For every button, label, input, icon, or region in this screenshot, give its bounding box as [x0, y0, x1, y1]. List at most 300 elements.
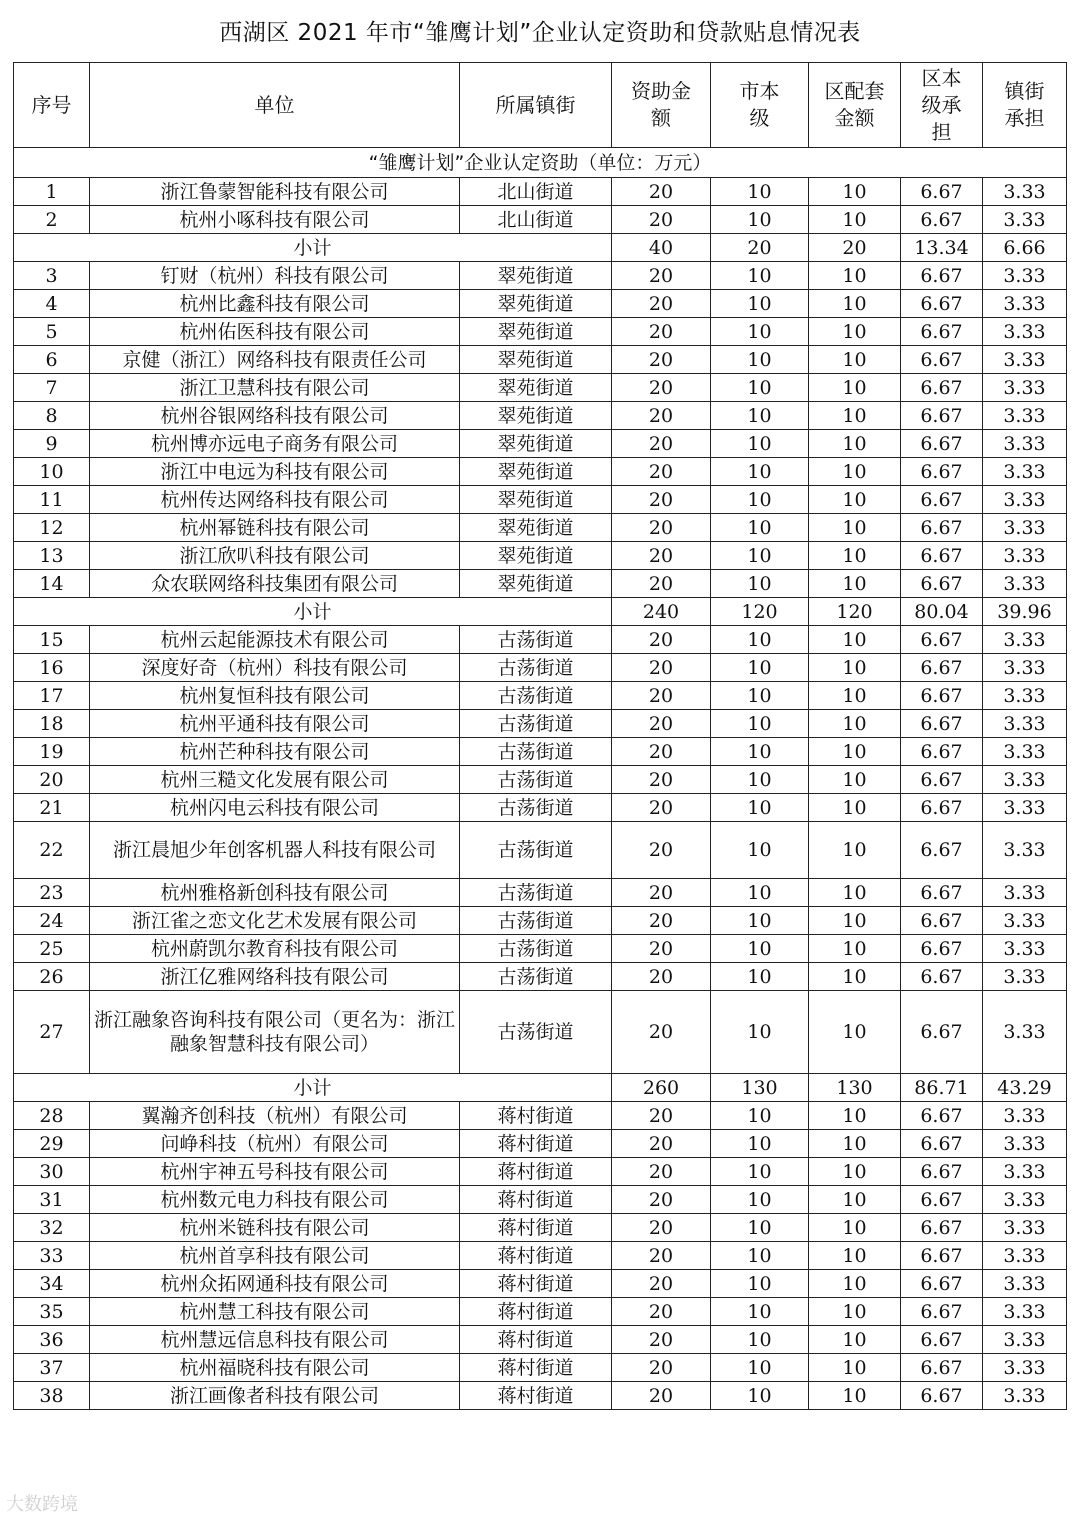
cell-town-bear: 39.96 [983, 598, 1067, 626]
cell-city: 10 [711, 290, 809, 318]
cell-city: 10 [711, 710, 809, 738]
cell-amount: 20 [612, 318, 711, 346]
cell-no: 20 [14, 766, 90, 794]
cell-city: 10 [711, 626, 809, 654]
cell-district-match: 10 [809, 1102, 901, 1130]
cell-amount: 20 [612, 1214, 711, 1242]
cell-amount: 20 [612, 1158, 711, 1186]
table-row [14, 1130, 1067, 1158]
table-row [14, 879, 1067, 907]
cell-district-bear: 6.67 [901, 1298, 983, 1326]
cell-street: 蒋村街道 [460, 1382, 612, 1410]
cell-district-bear: 6.67 [901, 738, 983, 766]
cell-town-bear: 3.33 [983, 402, 1067, 430]
table-row [14, 1354, 1067, 1382]
cell-amount: 20 [612, 1242, 711, 1270]
cell-district-match: 10 [809, 1186, 901, 1214]
header-town-bear: 镇街承担 [983, 63, 1067, 148]
cell-no: 16 [14, 654, 90, 682]
cell-town-bear: 3.33 [983, 346, 1067, 374]
cell-district-match: 10 [809, 486, 901, 514]
cell-city: 10 [711, 346, 809, 374]
cell-city: 10 [711, 374, 809, 402]
cell-street: 翠苑街道 [460, 570, 612, 598]
cell-no: 10 [14, 458, 90, 486]
header-amount: 资助金额 [612, 63, 711, 148]
table-row [14, 1102, 1067, 1130]
cell-amount: 20 [612, 1186, 711, 1214]
cell-district-match: 10 [809, 907, 901, 935]
cell-no: 33 [14, 1242, 90, 1270]
table-row [14, 907, 1067, 935]
cell-town-bear: 3.33 [983, 430, 1067, 458]
table-row [14, 1158, 1067, 1186]
cell-unit: 浙江画像者科技有限公司 [90, 1382, 460, 1410]
cell-amount: 20 [612, 514, 711, 542]
table-row [14, 262, 1067, 290]
cell-unit: 杭州芒种科技有限公司 [90, 738, 460, 766]
cell-amount: 20 [612, 458, 711, 486]
cell-street: 翠苑街道 [460, 430, 612, 458]
cell-district-bear: 6.67 [901, 710, 983, 738]
cell-unit: 众农联网络科技集团有限公司 [90, 570, 460, 598]
cell-town-bear: 3.33 [983, 654, 1067, 682]
cell-unit: 杭州复恒科技有限公司 [90, 682, 460, 710]
cell-amount: 20 [612, 178, 711, 206]
cell-district-match: 10 [809, 1130, 901, 1158]
subtotal-label: 小计 [14, 598, 612, 626]
cell-street: 蒋村街道 [460, 1102, 612, 1130]
cell-street: 北山街道 [460, 178, 612, 206]
cell-street: 翠苑街道 [460, 486, 612, 514]
cell-street: 古荡街道 [460, 935, 612, 963]
cell-district-bear: 6.67 [901, 1242, 983, 1270]
table-row [14, 1382, 1067, 1410]
cell-town-bear: 3.33 [983, 879, 1067, 907]
table-row [14, 710, 1067, 738]
cell-no: 18 [14, 710, 90, 738]
cell-district-bear: 6.67 [901, 486, 983, 514]
table-row [14, 1298, 1067, 1326]
cell-district-bear: 6.67 [901, 430, 983, 458]
cell-city: 10 [711, 738, 809, 766]
cell-street: 古荡街道 [460, 991, 612, 1074]
cell-town-bear: 3.33 [983, 766, 1067, 794]
cell-amount: 20 [612, 1354, 711, 1382]
header-city: 市本级 [711, 63, 809, 148]
cell-city: 10 [711, 318, 809, 346]
cell-district-bear: 6.67 [901, 318, 983, 346]
cell-city: 10 [711, 991, 809, 1074]
cell-town-bear: 3.33 [983, 1326, 1067, 1354]
cell-town-bear: 3.33 [983, 935, 1067, 963]
cell-district-bear: 6.67 [901, 1158, 983, 1186]
cell-amount: 20 [612, 1298, 711, 1326]
cell-amount: 20 [612, 879, 711, 907]
cell-no: 30 [14, 1158, 90, 1186]
cell-amount: 20 [612, 626, 711, 654]
cell-town-bear: 3.33 [983, 822, 1067, 879]
cell-district-bear: 6.67 [901, 766, 983, 794]
cell-unit: 杭州慧远信息科技有限公司 [90, 1326, 460, 1354]
cell-city: 10 [711, 486, 809, 514]
cell-street: 蒋村街道 [460, 1158, 612, 1186]
table-row [14, 430, 1067, 458]
cell-amount: 20 [612, 262, 711, 290]
cell-unit: 杭州雅格新创科技有限公司 [90, 879, 460, 907]
cell-unit: 问峥科技（杭州）有限公司 [90, 1130, 460, 1158]
subtotal-row [14, 598, 1067, 626]
cell-district-match: 10 [809, 570, 901, 598]
cell-amount: 20 [612, 1326, 711, 1354]
cell-district-match: 130 [809, 1074, 901, 1102]
header-district-match: 区配套金额 [809, 63, 901, 148]
cell-district-bear: 6.67 [901, 963, 983, 991]
cell-city: 130 [711, 1074, 809, 1102]
cell-amount: 20 [612, 907, 711, 935]
cell-town-bear: 3.33 [983, 1214, 1067, 1242]
cell-street: 翠苑街道 [460, 318, 612, 346]
cell-district-bear: 6.67 [901, 654, 983, 682]
table-row [14, 346, 1067, 374]
cell-district-match: 10 [809, 402, 901, 430]
subtotal-row [14, 1074, 1067, 1102]
cell-amount: 20 [612, 738, 711, 766]
cell-district-bear: 6.67 [901, 374, 983, 402]
table-row [14, 290, 1067, 318]
header-no: 序号 [14, 63, 90, 148]
cell-no: 19 [14, 738, 90, 766]
cell-no: 27 [14, 991, 90, 1074]
cell-amount: 20 [612, 570, 711, 598]
cell-city: 10 [711, 178, 809, 206]
cell-town-bear: 3.33 [983, 1270, 1067, 1298]
table-row [14, 766, 1067, 794]
cell-no: 15 [14, 626, 90, 654]
cell-no: 5 [14, 318, 90, 346]
table-body [14, 148, 1067, 1410]
watermark: 大数跨境 [6, 1494, 78, 1515]
cell-street: 古荡街道 [460, 879, 612, 907]
cell-amount: 20 [612, 346, 711, 374]
cell-district-match: 10 [809, 514, 901, 542]
cell-district-match: 10 [809, 1382, 901, 1410]
cell-district-match: 10 [809, 542, 901, 570]
cell-district-bear: 6.67 [901, 822, 983, 879]
cell-district-bear: 6.67 [901, 1214, 983, 1242]
table-row [14, 206, 1067, 234]
cell-amount: 240 [612, 598, 711, 626]
cell-street: 蒋村街道 [460, 1242, 612, 1270]
cell-unit: 杭州幂链科技有限公司 [90, 514, 460, 542]
cell-district-match: 10 [809, 318, 901, 346]
cell-city: 10 [711, 1158, 809, 1186]
cell-district-bear: 6.67 [901, 262, 983, 290]
table-row [14, 514, 1067, 542]
cell-no: 7 [14, 374, 90, 402]
cell-town-bear: 3.33 [983, 1186, 1067, 1214]
cell-city: 10 [711, 1354, 809, 1382]
cell-amount: 20 [612, 654, 711, 682]
table-row [14, 991, 1067, 1074]
cell-amount: 20 [612, 1102, 711, 1130]
table-row [14, 1270, 1067, 1298]
cell-town-bear: 3.33 [983, 206, 1067, 234]
cell-town-bear: 6.66 [983, 234, 1067, 262]
cell-no: 11 [14, 486, 90, 514]
cell-district-match: 10 [809, 710, 901, 738]
cell-district-match: 20 [809, 234, 901, 262]
table-row [14, 570, 1067, 598]
cell-no: 38 [14, 1382, 90, 1410]
cell-amount: 20 [612, 542, 711, 570]
table-row [14, 654, 1067, 682]
cell-district-match: 10 [809, 794, 901, 822]
cell-city: 10 [711, 766, 809, 794]
cell-unit: 杭州首享科技有限公司 [90, 1242, 460, 1270]
cell-street: 蒋村街道 [460, 1130, 612, 1158]
cell-town-bear: 3.33 [983, 458, 1067, 486]
cell-unit: 杭州小啄科技有限公司 [90, 206, 460, 234]
table-row [14, 1186, 1067, 1214]
cell-district-bear: 6.67 [901, 907, 983, 935]
cell-unit: 杭州众拓网通科技有限公司 [90, 1270, 460, 1298]
cell-unit: 杭州米链科技有限公司 [90, 1214, 460, 1242]
cell-town-bear: 3.33 [983, 738, 1067, 766]
cell-amount: 20 [612, 290, 711, 318]
cell-amount: 20 [612, 374, 711, 402]
cell-district-match: 10 [809, 178, 901, 206]
cell-city: 10 [711, 1130, 809, 1158]
cell-no: 23 [14, 879, 90, 907]
subtotal-label: 小计 [14, 1074, 612, 1102]
section-label: “雏鹰计划”企业认定资助（单位：万元） [14, 148, 1067, 178]
cell-town-bear: 3.33 [983, 178, 1067, 206]
cell-district-match: 10 [809, 374, 901, 402]
cell-unit: 杭州慧工科技有限公司 [90, 1298, 460, 1326]
cell-district-bear: 6.67 [901, 514, 983, 542]
cell-unit: 杭州闪电云科技有限公司 [90, 794, 460, 822]
cell-no: 28 [14, 1102, 90, 1130]
cell-unit: 杭州数元电力科技有限公司 [90, 1186, 460, 1214]
cell-district-match: 10 [809, 991, 901, 1074]
cell-unit: 杭州佑医科技有限公司 [90, 318, 460, 346]
cell-no: 36 [14, 1326, 90, 1354]
cell-amount: 20 [612, 710, 711, 738]
cell-district-match: 10 [809, 290, 901, 318]
cell-district-bear: 6.67 [901, 935, 983, 963]
table-row [14, 1326, 1067, 1354]
cell-city: 10 [711, 1214, 809, 1242]
cell-amount: 260 [612, 1074, 711, 1102]
cell-unit: 浙江鲁蒙智能科技有限公司 [90, 178, 460, 206]
cell-city: 20 [711, 234, 809, 262]
cell-city: 10 [711, 570, 809, 598]
cell-city: 10 [711, 879, 809, 907]
cell-unit: 杭州福晓科技有限公司 [90, 1354, 460, 1382]
cell-city: 10 [711, 458, 809, 486]
section-row [14, 148, 1067, 178]
cell-street: 古荡街道 [460, 822, 612, 879]
cell-district-match: 10 [809, 1158, 901, 1186]
cell-street: 古荡街道 [460, 738, 612, 766]
cell-unit: 杭州三糙文化发展有限公司 [90, 766, 460, 794]
cell-town-bear: 3.33 [983, 1354, 1067, 1382]
cell-unit: 钉财（杭州）科技有限公司 [90, 262, 460, 290]
cell-amount: 20 [612, 991, 711, 1074]
cell-town-bear: 3.33 [983, 963, 1067, 991]
cell-district-bear: 86.71 [901, 1074, 983, 1102]
cell-no: 24 [14, 907, 90, 935]
cell-district-bear: 6.67 [901, 206, 983, 234]
cell-no: 21 [14, 794, 90, 822]
table-row [14, 794, 1067, 822]
cell-town-bear: 3.33 [983, 682, 1067, 710]
cell-district-bear: 6.67 [901, 1270, 983, 1298]
cell-district-bear: 6.67 [901, 879, 983, 907]
cell-amount: 20 [612, 1270, 711, 1298]
cell-city: 10 [711, 1186, 809, 1214]
table-row [14, 682, 1067, 710]
cell-street: 翠苑街道 [460, 346, 612, 374]
cell-city: 10 [711, 682, 809, 710]
cell-district-match: 10 [809, 738, 901, 766]
table-row [14, 935, 1067, 963]
cell-no: 6 [14, 346, 90, 374]
cell-district-match: 10 [809, 1326, 901, 1354]
cell-city: 10 [711, 1382, 809, 1410]
cell-district-bear: 6.67 [901, 178, 983, 206]
cell-street: 古荡街道 [460, 682, 612, 710]
cell-district-match: 10 [809, 1354, 901, 1382]
cell-district-bear: 6.67 [901, 402, 983, 430]
cell-city: 10 [711, 963, 809, 991]
cell-town-bear: 43.29 [983, 1074, 1067, 1102]
cell-district-match: 10 [809, 766, 901, 794]
cell-city: 10 [711, 935, 809, 963]
table-row [14, 402, 1067, 430]
cell-amount: 20 [612, 430, 711, 458]
table-row [14, 486, 1067, 514]
cell-district-match: 10 [809, 654, 901, 682]
cell-amount: 20 [612, 935, 711, 963]
cell-city: 10 [711, 654, 809, 682]
cell-city: 10 [711, 430, 809, 458]
cell-town-bear: 3.33 [983, 991, 1067, 1074]
cell-town-bear: 3.33 [983, 262, 1067, 290]
cell-amount: 20 [612, 766, 711, 794]
cell-city: 10 [711, 1298, 809, 1326]
cell-street: 古荡街道 [460, 654, 612, 682]
cell-no: 25 [14, 935, 90, 963]
cell-town-bear: 3.33 [983, 1298, 1067, 1326]
cell-town-bear: 3.33 [983, 318, 1067, 346]
cell-street: 翠苑街道 [460, 290, 612, 318]
cell-amount: 20 [612, 402, 711, 430]
cell-unit: 杭州传达网络科技有限公司 [90, 486, 460, 514]
cell-district-bear: 6.67 [901, 794, 983, 822]
cell-no: 34 [14, 1270, 90, 1298]
cell-unit: 浙江晨旭少年创客机器人科技有限公司 [90, 822, 460, 879]
cell-unit: 杭州谷银网络科技有限公司 [90, 402, 460, 430]
cell-district-match: 10 [809, 822, 901, 879]
cell-town-bear: 3.33 [983, 542, 1067, 570]
cell-unit: 杭州宇神五号科技有限公司 [90, 1158, 460, 1186]
cell-district-bear: 6.67 [901, 1186, 983, 1214]
subsidy-table [13, 62, 1067, 1410]
cell-street: 古荡街道 [460, 710, 612, 738]
cell-city: 10 [711, 1270, 809, 1298]
cell-street: 古荡街道 [460, 907, 612, 935]
cell-town-bear: 3.33 [983, 1102, 1067, 1130]
cell-district-match: 10 [809, 1270, 901, 1298]
cell-district-match: 10 [809, 682, 901, 710]
subtotal-label: 小计 [14, 234, 612, 262]
cell-amount: 20 [612, 486, 711, 514]
cell-street: 翠苑街道 [460, 458, 612, 486]
cell-no: 9 [14, 430, 90, 458]
cell-city: 10 [711, 402, 809, 430]
cell-no: 37 [14, 1354, 90, 1382]
cell-street: 古荡街道 [460, 963, 612, 991]
cell-unit: 浙江亿雅网络科技有限公司 [90, 963, 460, 991]
cell-no: 32 [14, 1214, 90, 1242]
cell-no: 31 [14, 1186, 90, 1214]
cell-district-bear: 6.67 [901, 1382, 983, 1410]
cell-city: 10 [711, 206, 809, 234]
cell-town-bear: 3.33 [983, 1158, 1067, 1186]
cell-district-match: 120 [809, 598, 901, 626]
page-title: 西湖区 2021 年市“雏鹰计划”企业认定资助和贷款贴息情况表 [219, 20, 861, 46]
cell-town-bear: 3.33 [983, 486, 1067, 514]
table-row [14, 1214, 1067, 1242]
table-row [14, 1242, 1067, 1270]
table-row [14, 963, 1067, 991]
cell-street: 翠苑街道 [460, 374, 612, 402]
cell-street: 古荡街道 [460, 766, 612, 794]
cell-district-bear: 6.67 [901, 458, 983, 486]
cell-district-bear: 6.67 [901, 542, 983, 570]
cell-street: 翠苑街道 [460, 542, 612, 570]
table-header-row [14, 63, 1067, 148]
cell-street: 蒋村街道 [460, 1298, 612, 1326]
cell-amount: 20 [612, 1382, 711, 1410]
cell-district-bear: 13.34 [901, 234, 983, 262]
cell-unit: 浙江融象咨询科技有限公司（更名为：浙江融象智慧科技有限公司） [90, 991, 460, 1074]
cell-no: 22 [14, 822, 90, 879]
cell-no: 4 [14, 290, 90, 318]
cell-no: 26 [14, 963, 90, 991]
cell-no: 3 [14, 262, 90, 290]
cell-street: 翠苑街道 [460, 402, 612, 430]
cell-amount: 20 [612, 963, 711, 991]
table-row [14, 178, 1067, 206]
cell-town-bear: 3.33 [983, 710, 1067, 738]
table-row [14, 738, 1067, 766]
cell-no: 12 [14, 514, 90, 542]
cell-street: 蒋村街道 [460, 1354, 612, 1382]
cell-district-match: 10 [809, 206, 901, 234]
cell-district-bear: 80.04 [901, 598, 983, 626]
cell-district-bear: 6.67 [901, 1130, 983, 1158]
cell-district-bear: 6.67 [901, 1354, 983, 1382]
table-row [14, 374, 1067, 402]
header-district-bear: 区本级承担 [901, 63, 983, 148]
cell-district-bear: 6.67 [901, 570, 983, 598]
table-row [14, 822, 1067, 879]
cell-street: 古荡街道 [460, 794, 612, 822]
cell-district-match: 10 [809, 626, 901, 654]
